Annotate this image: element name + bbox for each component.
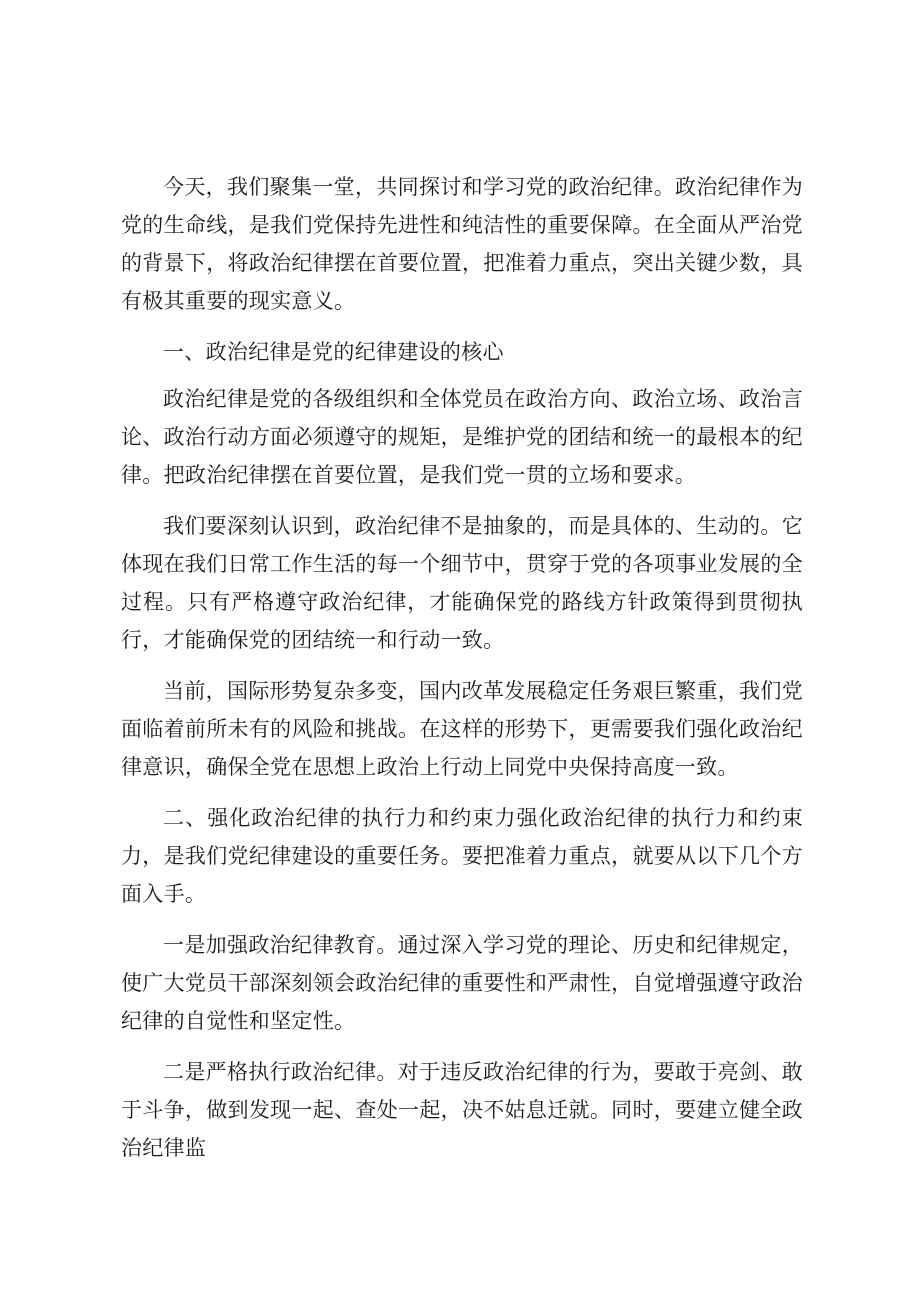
section-heading-1: 一、政治纪律是党的纪律建设的核心 (163, 340, 504, 364)
paragraph-definition: 政治纪律是党的各级组织和全体党员在政治方向、政治立场、政治言论、政治行动方面必须遵守的规矩，是维护党的团结和统一的最根本的纪律。把政治纪律摆在首要位置，是我们党一贯的立场和要求。 (121, 387, 803, 487)
document-body (121, 168, 803, 1180)
paragraph-education: 一是加强政治纪律教育。通过深入学习党的理论、历史和纪律规定，使广大党员干部深刻领会政治纪律的重要性和严肃性，自觉增强遵守政治纪律的自觉性和坚定性。 (121, 933, 803, 1033)
paragraph-enforcement: 二是严格执行政治纪律。对于违反政治纪律的行为，要敢于亮剑、敢于斗争，做到发现一起、查处一起，决不姑息迁就。同时，要建立健全政治纪律监 (121, 1060, 803, 1160)
paragraph-understanding: 我们要深刻认识到，政治纪律不是抽象的，而是具体的、生动的。它体现在我们日常工作生活的每一个细节中，贯穿于党的各项事业发展的全过程。只有严格遵守政治纪律，才能确保党的路线方针政策得到贯彻执行，才能确保党的团结统一和行动一致。 (121, 514, 803, 652)
paragraph-situation: 当前，国际形势复杂多变，国内改革发展稳定任务艰巨繁重，我们党面临着前所未有的风险和挑战。在这样的形势下，更需要我们强化政治纪律意识，确保全党在思想上政治上行动上同党中央保持高度一致。 (121, 679, 803, 779)
paragraph-intro: 今天，我们聚集一堂，共同探讨和学习党的政治纪律。政治纪律作为党的生命线，是我们党保持先进性和纯洁性的重要保障。在全面从严治党的背景下，将政治纪律摆在首要位置，把准着力重点，突出关键少数，具有极其重要的现实意义。 (121, 175, 803, 313)
section-heading-2: 二、强化政治纪律的执行力和约束力强化政治纪律的执行力和约束力，是我们党纪律建设的重要任务。要把准着力重点，就要从以下几个方面入手。 (121, 806, 803, 906)
